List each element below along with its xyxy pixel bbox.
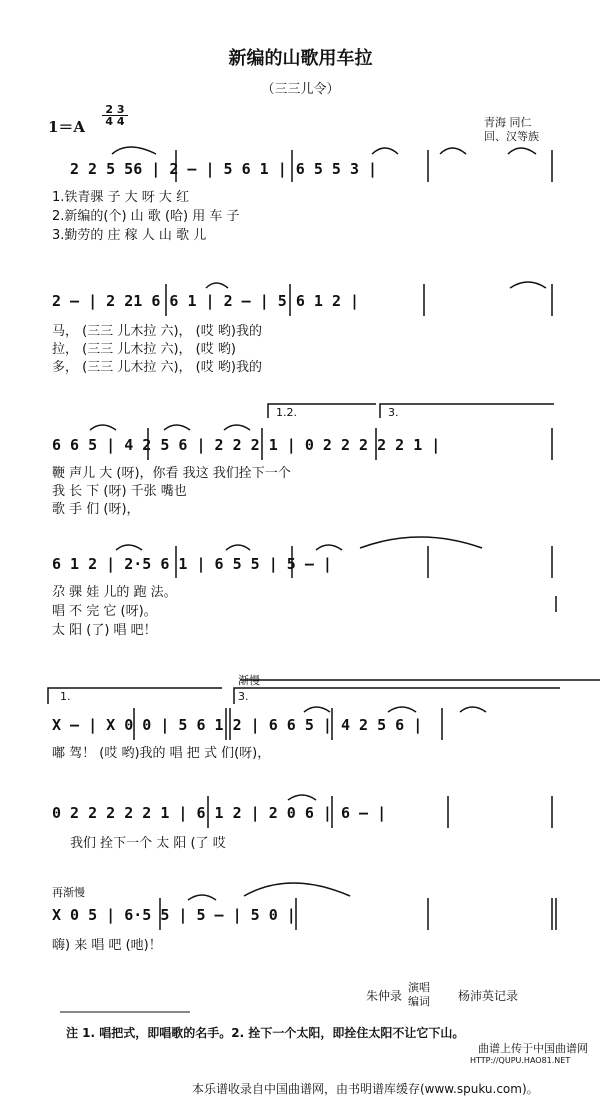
system4-verse2: 唱 不 完 它 (呀)。: [52, 604, 157, 619]
system7-tempo: 再渐慢: [52, 886, 85, 899]
song-subtitle: （三三儿令）: [261, 82, 340, 97]
system3-notes: 6 6 5 | 4 2 5 6 | 2 2 2 1 | 0 2 2 2 2 2 1 |: [52, 436, 441, 454]
watermark-url: HTTP://QUPU.HAO81.NET: [470, 1056, 571, 1065]
system4-verse1: 尕 骒 娃 儿的 跑 法。: [52, 585, 177, 600]
system1-notes: 2 2 5 56 | 2 – | 5 6 1 | 6 5 5 3 |: [70, 160, 378, 178]
system5-volta-2: 3.: [238, 690, 249, 703]
system2-verse2: 拉， (三三 儿木拉 六)， (哎 哟): [52, 342, 236, 357]
footnote: 注 1. 唱把式，即唱歌的名手。2. 拴下一个太阳，即拴住太阳不让它下山。: [66, 1026, 465, 1040]
system3-verse1: 鞭 声儿 大 (呀)，你看 我这 我们拴下一个: [52, 466, 291, 481]
system3-volta-1: 1.2.: [276, 406, 297, 419]
system1-verse3: 3.勤劳的 庄 稼 人 山 歌 儿: [52, 228, 207, 243]
system6-notes: 0 2 2 2 2 2 1 | 6 1 2 | 2 0 6 | 6 – |: [52, 804, 387, 822]
system4-verse3: 太 阳 (了) 唱 吧！: [52, 623, 157, 638]
source-region: 青海 同仁: [484, 116, 532, 129]
system1-verse2: 2.新编的(个) 山 歌 (哈) 用 车 子: [52, 209, 240, 224]
system3-verse2: 我 长 下 (呀) 千张 嘴也: [52, 484, 187, 499]
role-sing: 演唱: [408, 981, 430, 994]
performer-name: 朱仲录: [366, 989, 403, 1003]
key-signature: 1＝A: [48, 118, 86, 136]
system2-verse3: 多， (三三 儿木拉 六)， (哎 哟)我的: [52, 360, 262, 375]
role-lyrics: 编词: [408, 995, 430, 1008]
system5-tempo: 渐慢: [238, 674, 260, 687]
system6-lyrics: 我们 拴下一个 太 阳 (了 哎: [70, 836, 226, 851]
watermark-text: 曲谱上传于中国曲谱网: [478, 1042, 588, 1055]
system1-verse1: 1.铁青骒 子 大 呀 大 红: [52, 190, 190, 205]
system3-volta-2: 3.: [388, 406, 399, 419]
system2-notes: 2 – | 2 21 6 6 1 | 2 – | 5 6 1 2 |: [52, 292, 360, 310]
song-title: 新编的山歌用车拉: [228, 48, 373, 69]
bottom-credit: 本乐谱收录自中国曲谱网，由书明谱库缓存(www.spuku.com)。: [192, 1082, 539, 1096]
system5-lyrics: 嘟 驾！ (哎 哟)我的 唱 把 式 们(呀)，: [52, 746, 271, 761]
time-signature: 2 3 4 4: [102, 104, 128, 127]
system7-notes: X 0 5 | 6·5 5 | 5 – | 5 0 |: [52, 906, 296, 924]
system7-lyrics: 嗨) 来 唱 吧 (吔)！: [52, 938, 162, 953]
source-ethnicity: 回、汉等族: [484, 130, 539, 143]
recorder-credit: 杨沛英记录: [458, 989, 519, 1003]
system2-verse1: 马， (三三 儿木拉 六)， (哎 哟)我的: [52, 324, 262, 339]
system5-notes: X – | X 0 0 | 5 6 1 2 | 6 6 5 | 4 2 5 6 |: [52, 716, 423, 734]
system3-verse3: 歌 手 们 (呀)，: [52, 502, 140, 517]
system4-notes: 6 1 2 | 2·5 6 1 | 6 5 5 | 5 – |: [52, 555, 332, 573]
system5-volta-1: 1.: [60, 690, 71, 703]
